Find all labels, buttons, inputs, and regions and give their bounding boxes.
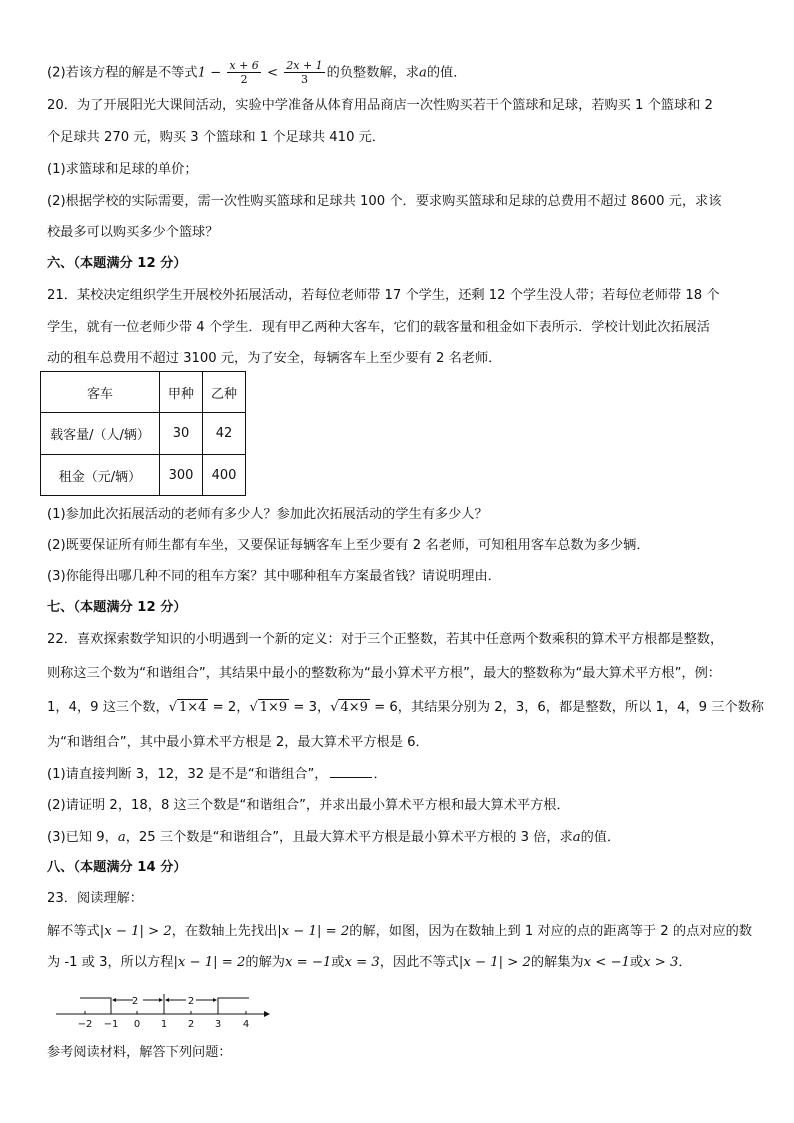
- q20-line1: 20．为了开展阳光大课间活动，实验中学准备从体育用品商店一次性购买若干个篮球和足球，若购买 1 个篮球和 2: [47, 98, 713, 113]
- sqrt-4x9-radicand: 4×9: [340, 700, 368, 715]
- fraction-1-numerator: x + 6: [229, 59, 259, 72]
- sqrt-1x4: √ 1×4: [168, 700, 207, 715]
- q19-part2: [47, 59, 466, 86]
- table-cell: 42: [203, 413, 246, 455]
- q22-line4: 为“和谐组合”，其中最小算术平方根是 2，最大算术平方根是 6．: [47, 735, 429, 750]
- table-cell: 300: [160, 455, 203, 496]
- table-row: [41, 413, 246, 455]
- abs-inequality: |x − 1| > 2: [99, 924, 172, 939]
- q20-part2-line1: (2)根据学校的实际需要，需一次性购买篮球和足球共 100 个．要求购买篮球和足球的总费用不超过 8600 元，求该: [47, 194, 722, 209]
- sqrt-1x9-radicand: 1×9: [259, 700, 288, 715]
- answer-blank[interactable]: [330, 765, 372, 778]
- q22-part3-text-b: ，25 三个数是“和谐组合”，且最大算术平方根是最小算术平方根的 3 倍，求: [125, 830, 573, 845]
- q19-one: 1 −: [197, 65, 226, 81]
- tick-label: 4: [242, 1019, 250, 1030]
- solution-set-2: x > 3: [643, 955, 679, 970]
- q21-line3: 动的租车总费用不超过 3100 元，为了安全，每辆客车上至少要有 2 名老师．: [47, 351, 502, 366]
- q20-part2-line2: 校最多可以购买多少个篮球？: [47, 225, 219, 240]
- q22-line3: [47, 698, 764, 718]
- sqrt-4x9-result: = 6，: [369, 700, 411, 715]
- q20-line2: 个足球共 270 元，购买 3 个篮球和 1 个足球共 410 元．: [47, 130, 386, 145]
- q23-line3-end: ．: [678, 955, 692, 970]
- table-header-cell: 甲种: [160, 372, 203, 413]
- sqrt-1x9-result: = 3，: [289, 700, 331, 715]
- solution-brackets: [80, 994, 249, 1014]
- sqrt-1x4-result: = 2，: [208, 700, 250, 715]
- fraction-1: [227, 59, 260, 86]
- q22-part3-text-c: 的值．: [580, 830, 621, 845]
- tick-label: −1: [103, 1019, 119, 1030]
- fraction-2-numerator: 2x + 1: [286, 59, 323, 72]
- q20-part1: (1)求篮球和足球的单价；: [47, 162, 198, 177]
- table-header-row: [41, 372, 246, 413]
- var-a: a: [418, 65, 427, 81]
- section-7-heading: 七、（本题满分 12 分）: [47, 600, 187, 615]
- tick-label: −2: [77, 1019, 93, 1030]
- q21-line1: 21．某校决定组织学生开展校外拓展活动，若每位老师带 17 个学生，还剩 12 个学生没人带；若每位老师带 18 个: [47, 288, 720, 303]
- tick-label: 3: [214, 1019, 222, 1030]
- or-text: 或: [629, 955, 644, 970]
- table-cell: 30: [160, 413, 203, 455]
- table-cell: 载客量/（人/辆）: [41, 413, 160, 455]
- sqrt-1x9: √ 1×9: [249, 700, 288, 715]
- q21-part3: (3)你能得出哪几种不同的租车方案？其中哪种租车方案最省钱？请说明理由．: [47, 569, 501, 584]
- table-header-cell: 乙种: [203, 372, 246, 413]
- table-row: [41, 455, 246, 496]
- q21-part1: (1)参加此次拓展活动的老师有多少人？参加此次拓展活动的学生有多少人？: [47, 507, 488, 522]
- distance-label-right: 2: [187, 996, 195, 1007]
- tick-label: 2: [187, 1019, 195, 1030]
- q22-part3: [47, 828, 620, 848]
- q22-line2: 则称这三个数为“和谐组合”，其结果中最小的整数称为“最小算术平方根”，最大的整数称为“最大算术平方根”，例：: [47, 666, 721, 681]
- q23-line2: [47, 922, 752, 942]
- q21-part2: (2)既要保证所有师生都有车坐，又要保证每辆客车上至少要有 2 名老师，可知租用客车总数为多少辆．: [47, 538, 650, 553]
- section-8-heading: 八、（本题满分 14 分）: [47, 860, 187, 875]
- fraction-1-denominator: 2: [240, 73, 248, 86]
- q22-part2: (2)请证明 2，18，8 这三个数是“和谐组合”，并求出最小算术平方根和最大算术平方根．: [47, 798, 570, 813]
- q19-part2-text-b: 的负整数解，求: [326, 65, 419, 81]
- solution-2: x = 3: [344, 955, 380, 970]
- abs-equation: |x − 1| = 2: [173, 955, 246, 970]
- q23-line3-text-a: 为 -1 或 3，所以方程: [47, 955, 174, 970]
- q21-line2: 学生，就有一位老师少带 4 个学生．现有甲乙两种大客车，它们的载客量和租金如下表所示．学校计划此次拓展活: [47, 320, 710, 335]
- or-text: 或: [331, 955, 345, 970]
- q22-line1: 22．喜欢探索数学知识的小明遇到一个新的定义：对于三个正整数，若其中任意两个数乘积的算术平方根都是整数，: [47, 632, 724, 647]
- section-6-heading: 六、（本题满分 12 分）: [47, 256, 187, 271]
- q23-line3-text-b: 的解为: [245, 955, 285, 970]
- tick-label: 0: [133, 1019, 141, 1030]
- solution-1: x = −1: [284, 955, 332, 970]
- abs-inequality: |x − 1| > 2: [458, 955, 531, 970]
- solution-set-1: x < −1: [583, 955, 630, 970]
- fraction-2-denominator: 3: [300, 73, 308, 86]
- q23-line1: 23．阅读理解：: [47, 891, 143, 906]
- q22-part1: [47, 765, 387, 785]
- q23-line2-text-a: 解不等式: [47, 924, 100, 939]
- q19-part2-text-a: (2)若该方程的解是不等式: [47, 65, 198, 81]
- var-a: a: [572, 830, 581, 845]
- q23-line3-text-d: 的解集为: [530, 955, 584, 970]
- q23-line4: 参考阅读材料，解答下列问题：: [47, 1045, 232, 1060]
- less-than: <: [262, 65, 283, 81]
- q22-part1-end: ．: [373, 767, 387, 782]
- table-cell: 400: [203, 455, 246, 496]
- number-line-diagram: [56, 994, 276, 1034]
- q23-line3-text-c: ，因此不等式: [379, 955, 459, 970]
- q23-line2-text-b: ，在数轴上先找出: [171, 924, 278, 939]
- q22-line3-text-b: 其结果分别为 2，3，6，都是整数，所以 1，4，9 三个数称: [410, 700, 764, 715]
- abs-equation: |x − 1| = 2: [277, 924, 350, 939]
- q19-part2-text-c: 的值．: [426, 65, 467, 81]
- sqrt-1x4-radicand: 1×4: [178, 700, 207, 715]
- distance-label-left: 2: [131, 996, 139, 1007]
- q23-line3: [47, 953, 692, 973]
- table-header-cell: 客车: [41, 372, 160, 413]
- tick-label: 1: [160, 1019, 168, 1030]
- q22-part1-text: (1)请直接判断 3，12，32 是不是“和谐组合”，: [47, 767, 328, 782]
- q23-line2-text-c: 的解，如图，因为在数轴上到 1 对应的点的距离等于 2 的点对应的数: [349, 924, 753, 939]
- q22-line3-text-a: 1，4，9 这三个数，: [47, 700, 169, 715]
- number-line-axis: [56, 1011, 270, 1017]
- table-cell: 租金（元/辆）: [41, 455, 160, 496]
- fraction-2: [284, 59, 324, 86]
- var-a: a: [117, 830, 126, 845]
- q22-part3-text-a: (3)已知 9，: [47, 830, 118, 845]
- sqrt-4x9: √ 4×9: [330, 700, 368, 715]
- bus-table: [40, 371, 246, 496]
